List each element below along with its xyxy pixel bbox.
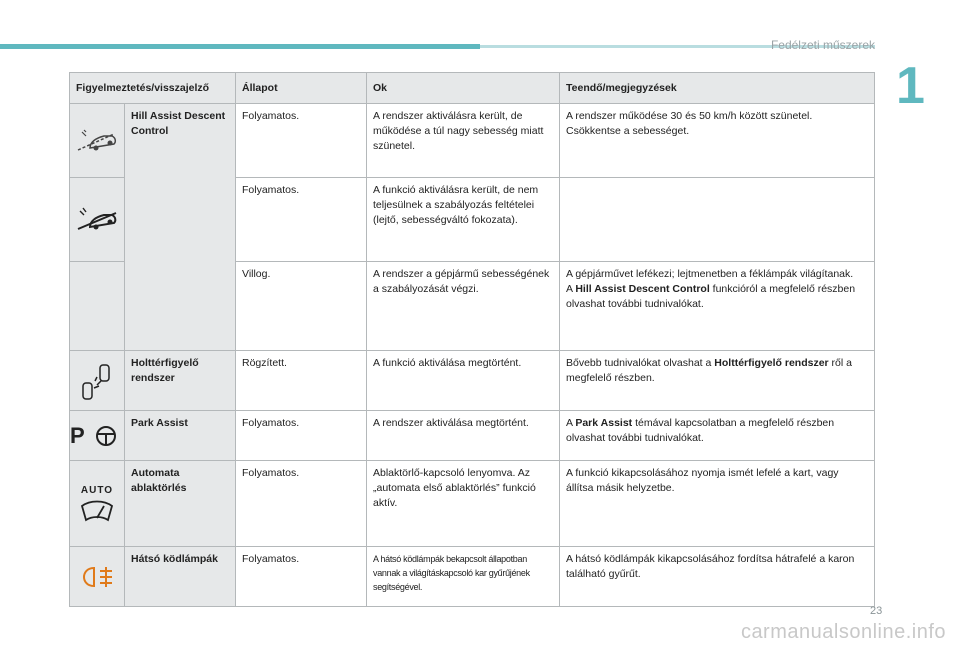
hill-assist-empty-icon-cell [70,262,125,351]
auto-wiper-state: Folyamatos. [236,461,367,547]
hill-descent-active-icon [74,205,120,235]
rear-fog-lamp-icon [80,564,114,590]
blind-spot-state: Rögzített. [236,351,367,411]
blind-spot-icon-cell [70,351,125,411]
auto-label-icon: AUTO [80,485,114,496]
table-header-row [70,73,875,104]
watermark: carmanualsonline.info [740,621,946,643]
chapter-number: 1 [896,57,925,115]
table-row [70,547,875,607]
park-assist-state: Folyamatos. [236,411,367,461]
blind-spot-name: Holttérfigyelő rendszer [125,351,236,411]
hill-assist-reason-1: A rendszer aktiválásra került, de működése a túl nagy sebesség miatt szünetel. [367,104,560,178]
hill-assist-state-1: Folyamatos. [236,104,367,178]
park-assist-reason: A rendszer aktiválása megtörtént. [367,411,560,461]
blind-spot-action: Bővebb tudnivalókat olvashat a Holttérfigyelő rendszer ről a megfelelő részben. [560,351,875,411]
auto-wiper-action: A funkció kikapcsolásához nyomja ismét lefelé a kart, vagy állítsa másik helyzetbe. [560,461,875,547]
park-assist-icon-cell [70,411,125,461]
column-header-reason: Ok [367,73,560,104]
blind-spot-reason: A funkció aktiválása megtörtént. [367,351,560,411]
park-assist-action: A Park Assist témával kapcsolatban a megfelelő részben olvashat további tudnivalókat. [560,411,875,461]
header-accent-bar [0,44,480,49]
table-row [70,411,875,461]
warning-lights-table [69,72,875,607]
hill-assist-name: Hill Assist Descent Control [125,104,236,351]
table-row [70,351,875,411]
hill-assist-reason-3: A rendszer a gépjármű sebességének a szabályozását végzi. [367,262,560,351]
hill-assist-action-1: A rendszer működése 30 és 50 km/h között szünetel. Csökkentse a sebességet. [560,104,875,178]
section-title: Fedélzeti műszerek [770,38,875,52]
rear-fog-action: A hátsó ködlámpák kikapcsolásához fordítsa hátrafelé a karon található gyűrűt. [560,547,875,607]
hill-assist-state-3: Villog. [236,262,367,351]
hill-assist-action-2 [560,178,875,262]
hill-assist-action-3: A gépjárművet lefékezi; lejtmenetben a féklámpák világítanak. A Hill Assist Descent Control funkcióról a megfelelő részben olvashat további tudnivalókat. [560,262,875,351]
auto-wiper-name: Automata ablaktörlés [125,461,236,547]
rear-fog-name: Hátsó ködlámpák [125,547,236,607]
steering-wheel-icon [95,425,117,447]
hill-assist-active-icon-cell [70,178,125,262]
park-assist-name: Park Assist [125,411,236,461]
park-assist-icon: P [70,425,124,447]
hill-assist-reason-2: A funkció aktiválásra került, de nem teljesülnek a szabályozás feltételei (lejtő, sebességváltó fokozata). [367,178,560,262]
rear-fog-icon-cell [70,547,125,607]
hill-assist-state-2: Folyamatos. [236,178,367,262]
hill-assist-icon-cell [70,104,125,178]
auto-wiper-reason: Ablaktörlő-kapcsoló lenyomva. Az „automata első ablaktörlés” funkció aktív. [367,461,560,547]
table-row [70,461,875,547]
page-number: 23 [870,605,883,617]
column-header-warning: Figyelmeztetés/visszajelző [70,73,236,104]
blind-spot-icon [77,361,117,401]
hill-descent-car-icon [74,126,120,156]
auto-wiper-icon-cell [70,461,125,547]
column-header-action: Teendő/megjegyzések [560,73,875,104]
rear-fog-reason: A hátsó ködlámpák bekapcsolt állapotban vannak a világításkapcsoló kar gyűrűjének segítségével. [367,547,560,607]
table-row [70,104,875,178]
column-header-state: Állapot [236,73,367,104]
wiper-icon [80,498,114,524]
rear-fog-state: Folyamatos. [236,547,367,607]
